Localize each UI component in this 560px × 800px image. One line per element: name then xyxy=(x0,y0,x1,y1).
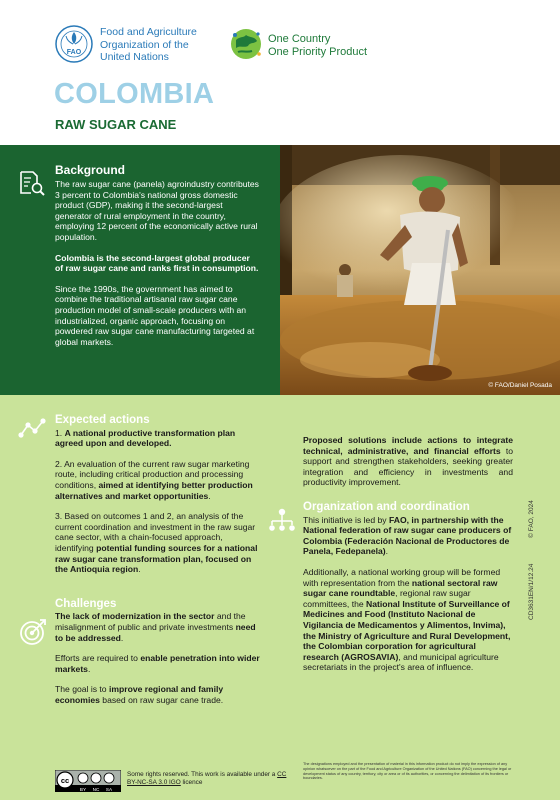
header xyxy=(0,0,560,145)
organization-paragraph-2: Additionally, a national working group will be formed with representation from the national sectoral raw sugar cane roundtable, regional raw sugar committees, the National Institute of Surveillance of Medicines and Food (Instituto Nacional de Vigilancia de Medicamentos y Alimentos, Invima), the Ministry of Agriculture and Rural Development, the Colombian corporation for agricultural research (AGROSAVIA), and municipal agriculture secretariats in the project's area of influence. xyxy=(303,566,511,673)
network-icon xyxy=(18,417,46,439)
copyright-notice: © FAO, 2024 xyxy=(528,500,535,538)
background-paragraph: The raw sugar cane (panela) agroindustry contributes 3 percent to Colombia's national gross domestic product (GDP), making it the second-largest generator of rural employment in the country, employing 12 percent of the economically active rural population. xyxy=(55,179,259,242)
challenges-title: Challenges xyxy=(55,597,117,610)
product-subtitle: RAW SUGAR CANE xyxy=(55,117,177,132)
worker-photo xyxy=(280,145,560,395)
one-country-name xyxy=(268,33,367,59)
license-text: Some rights reserved. This work is available under a CC BY-NC-SA 3.0 IGO licence xyxy=(127,771,287,787)
left-column xyxy=(55,415,260,715)
background-paragraph: Since the 1990s, the government has aimed to combine the traditional artisanal raw sugar cane production model of small-scale producers with an industrialized, organic approach, focusing on powdered raw sugar cane manufacturing targeted at global markets. xyxy=(55,283,255,347)
challenge-3: The goal is to improve regional and family economies based on raw sugar cane trade. xyxy=(55,684,224,705)
fao-name-line: Food and Agriculture xyxy=(100,26,197,38)
occp-name-line: One Country xyxy=(268,33,331,45)
background-body xyxy=(55,179,260,357)
fao-name-line: Organization of the xyxy=(100,38,189,51)
document-search-icon xyxy=(18,169,46,197)
expected-action-3: 3. Based on outcomes 1 and 2, an analysis of the current coordination and investment in the raw sugar cane sector, with a chain-focused approach, identifying potential funding sources for a national raw sugar cane transformation plan, focused on the Antioquia region. xyxy=(55,511,258,575)
fao-logo-text: FAO xyxy=(66,49,82,56)
expected-action-2: 2. An evaluation of the current raw sugar marketing route, including critical production and processing conditions, aimed at identifying better production alternatives and market opportunities. xyxy=(55,458,253,501)
one-country-globe-icon xyxy=(228,26,264,62)
proposed-solutions: Proposed solutions include actions to integrate technical, administrative, and financial efforts to support and strengthen stakeholders, seeking greater integration and efficiency in investments and productivity improvement. xyxy=(303,435,513,488)
lower-panel xyxy=(0,395,560,800)
organization-title: Organization and coordination xyxy=(303,500,470,513)
background-title: Background xyxy=(55,163,126,177)
sugar-cane-processing-image xyxy=(280,145,560,395)
cc-text: cc xyxy=(60,776,70,785)
photo-credit: © FAO/Daniel Posada xyxy=(488,382,552,389)
cc-nc-label: NC xyxy=(92,786,100,792)
fao-name-line: United Nations xyxy=(100,51,169,63)
fao-emblem-icon xyxy=(54,24,94,64)
country-title: COLOMBIA xyxy=(54,78,215,110)
occp-name-line: One Priority Product xyxy=(268,46,368,58)
organization-paragraph-1: This initiative is led by FAO, in partnership with the National federation of raw sugar cane producers of Colombia (Federación Nacional de Productores de Panela, Fedepanela). xyxy=(303,514,512,557)
challenge-2: Efforts are required to enable penetration into wider markets. xyxy=(55,653,260,674)
org-chart-icon xyxy=(268,508,296,534)
expected-action-1: 1. A national productive transformation plan agreed upon and developed. xyxy=(55,427,236,449)
expected-actions-title: Expected actions xyxy=(55,414,150,426)
cc-by-label: BY xyxy=(79,786,87,792)
target-icon xyxy=(18,617,48,647)
background-highlight: Colombia is the second-largest global producer of raw sugar cane and ranks first in consumption. xyxy=(55,252,259,274)
cc-license-icon xyxy=(55,770,121,792)
fao-organization-name xyxy=(100,26,197,64)
background-panel xyxy=(0,145,280,395)
document-code-vertical xyxy=(528,460,548,620)
right-column xyxy=(303,435,513,683)
document-code: CD3631EN/1/12.24 xyxy=(528,563,535,620)
disclaimer: The designations employed and the presentation of material in this information product do not imply the expression of any opinion whatsoever on the part of the Food and Agriculture Organization of the United Nations (FAO) concerning the legal or development status of any country, territory, city or area or of its authorities, or concerning the delimitation of its frontiers or boundaries. xyxy=(303,762,512,781)
license-link[interactable]: CC BY-NC-SA 3.0 IGO xyxy=(127,771,287,787)
challenge-1: The lack of modernization in the sector and the misalignment of public and private investments need to be addressed. xyxy=(55,611,256,643)
cc-sa-label: SA xyxy=(105,786,113,792)
